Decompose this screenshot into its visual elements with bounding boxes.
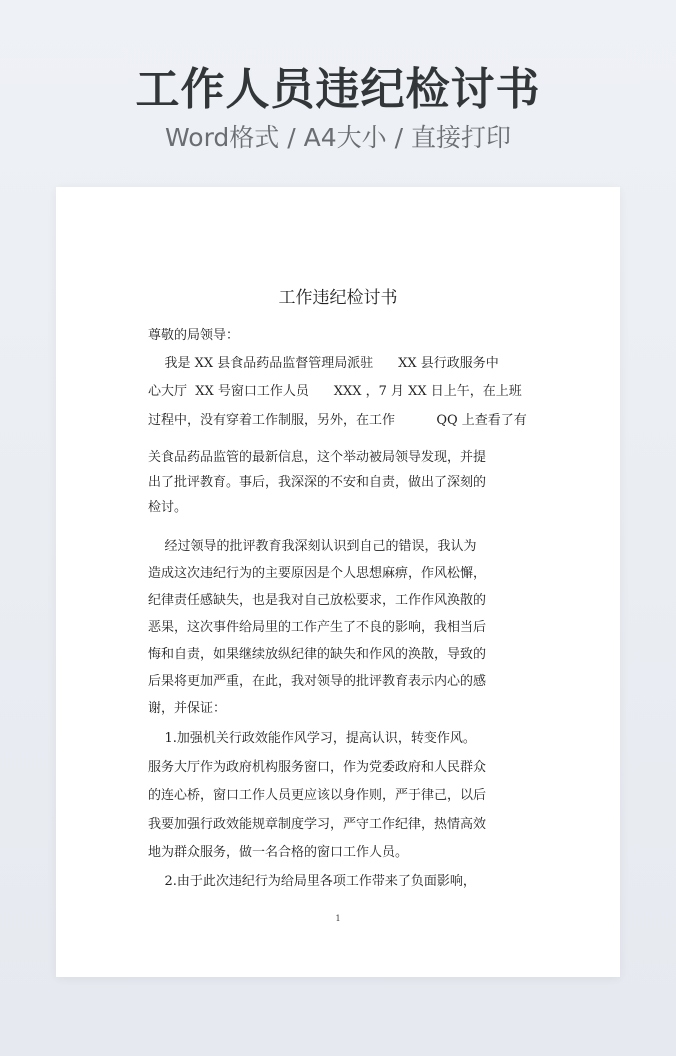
page-subtitle: Word格式 / A4大小 / 直接打印 bbox=[165, 123, 511, 152]
document-line: 的连心桥，窗口工作人员更应该以身作则，严于律己，以后 bbox=[148, 788, 487, 803]
page-number: 1 bbox=[335, 914, 341, 923]
document-line: 谢，并保证： bbox=[148, 701, 227, 716]
document-line: 过程中，没有穿着工作制服，另外，在工作 QQ 上查看了有 bbox=[148, 413, 527, 428]
document-line: 服务大厅作为政府机构服务窗口，作为党委政府和人民群众 bbox=[148, 760, 487, 775]
document-line: 经过领导的批评教育我深刻认识到自己的错误，我认为 bbox=[148, 539, 477, 554]
document-line: 2.由于此次违纪行为给局里各项工作带来了负面影响， bbox=[148, 874, 476, 889]
document-line: 悔和自责，如果继续放纵纪律的缺失和作风的涣散，导致的 bbox=[148, 647, 487, 662]
document-line: 恶果，这次事件给局里的工作产生了不良的影响，我相当后 bbox=[148, 620, 487, 635]
document-line: 我是 XX 县食品药品监督管理局派驻 XX 县行政服务中 bbox=[148, 356, 499, 371]
document-line: 造成这次违纪行为的主要原因是个人思想麻痹，作风松懈， bbox=[148, 566, 487, 581]
document-page bbox=[56, 187, 620, 977]
page-title: 工作人员违纪检讨书 bbox=[135, 64, 541, 115]
document-title: 工作违纪检讨书 bbox=[278, 288, 398, 308]
document-line: 关食品药品监管的最新信息，这个举动被局领导发现，并提 bbox=[148, 450, 487, 465]
document-line: 地为群众服务，做一名合格的窗口工作人员。 bbox=[148, 845, 409, 860]
document-line: 我要加强行政效能规章制度学习，严守工作纪律，热情高效 bbox=[148, 817, 487, 832]
document-line: 出了批评教育。事后，我深深的不安和自责，做出了深刻的 bbox=[148, 475, 487, 490]
document-line: 心大厅 XX 号窗口工作人员 XXX ，7 月 XX 日上午，在上班 bbox=[148, 384, 522, 399]
header bbox=[0, 62, 676, 154]
document-line: 后果将更加严重，在此，我对领导的批评教育表示内心的感 bbox=[148, 674, 487, 689]
document-line: 纪律责任感缺失，也是我对自己放松要求，工作作风涣散的 bbox=[148, 593, 487, 608]
document-line: 尊敬的局领导： bbox=[148, 328, 240, 343]
document-line: 检讨。 bbox=[148, 500, 188, 515]
document-line: 1.加强机关行政效能作风学习，提高认识，转变作风。 bbox=[148, 731, 476, 746]
